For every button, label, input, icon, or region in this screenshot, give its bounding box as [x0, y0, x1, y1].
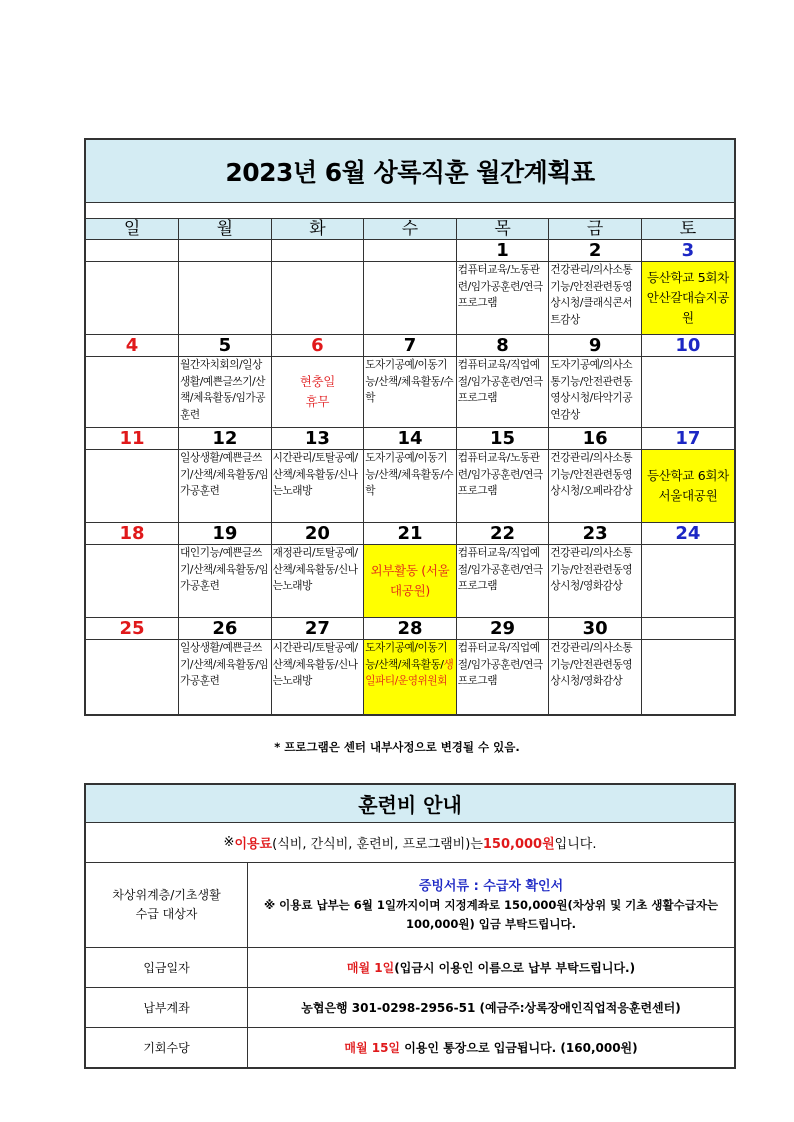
deposit-date-value: 매월 1일: [346, 961, 395, 975]
date-cell: [179, 240, 272, 262]
program-cell: [271, 262, 364, 335]
fee-row-deposit-date: [86, 948, 734, 988]
date-cell: 12: [179, 428, 272, 450]
program-cell: 시간관리/토탈공예/산책/체육활동/신나는노래방: [271, 640, 364, 715]
week-5-dates: [86, 618, 734, 640]
fee-row-content: [248, 1028, 735, 1068]
weekday-tue: 화: [271, 219, 364, 240]
date-cell: [364, 240, 457, 262]
program-cell: 시간관리/토탈공예/산책/체육활동/신나는노래방: [271, 450, 364, 523]
program-cell: 컴퓨터교육/직업예절/임가공훈련/연극프로그램: [456, 545, 549, 618]
week-4-dates: [86, 523, 734, 545]
holiday-text: 현충일 휴무: [299, 374, 336, 409]
holiday-cell: [271, 357, 364, 428]
program-cell: 컴퓨터교육/노동관련/임가공훈련/연극프로그램: [456, 450, 549, 523]
fee-row-account: [86, 988, 734, 1028]
schedule-change-note: * 프로그램은 센터 내부사정으로 변경될 수 있음.: [274, 740, 520, 754]
monthly-calendar: [84, 138, 736, 716]
date-cell: 10: [641, 335, 734, 357]
account-info: 농협은행 301-0298-2956-51 (예금주:상록장애인직업적응훈련센터): [248, 988, 735, 1028]
birthday-committee-text: 생일파티/운영위원회: [365, 658, 454, 687]
week-4-programs: [86, 545, 734, 618]
required-docs: 증빙서류 : 수급자 확인서: [418, 878, 564, 894]
program-cell: [86, 357, 179, 428]
program-cell: 건강관리/의사소통기능/안전관련동영상시청/영화감상: [549, 640, 642, 715]
allowance-note: 이용인 통장으로 입금됩니다. (160,000원): [400, 1041, 638, 1055]
week-3-programs: [86, 450, 734, 523]
fee-table: [86, 863, 734, 1067]
fee-row-label: 입금일자: [86, 948, 248, 988]
weekday-sat: 토: [641, 219, 734, 240]
program-cell: [179, 262, 272, 335]
week-1-programs: [86, 262, 734, 335]
date-cell: 21: [364, 523, 457, 545]
fee-row-label: 납부계좌: [86, 988, 248, 1028]
program-cell-highlight: [364, 640, 457, 715]
fee-row-low-income: [86, 863, 734, 948]
date-cell: 2: [549, 240, 642, 262]
fee-guide: [84, 783, 736, 1069]
program-cell: 건강관리/의사소통기능/안전관련동영상시청/클래식콘서트감상: [549, 262, 642, 335]
fee-row-label: [86, 863, 248, 948]
program-cell: 건강관리/의사소통기능/안전관련동영상시청/오페라감상: [549, 450, 642, 523]
weekday-mon: 월: [179, 219, 272, 240]
date-cell: 15: [456, 428, 549, 450]
program-cell: 월간자치회의/일상생활/예쁜글쓰기/산책/체육활동/임가공훈련: [179, 357, 272, 428]
program-cell: [641, 640, 734, 715]
hiking-event-text: 등산학교 5회차 안산갈대습지공원: [646, 270, 730, 325]
date-cell: 9: [549, 335, 642, 357]
date-cell: 14: [364, 428, 457, 450]
fee-row-content: [248, 948, 735, 988]
date-cell: 18: [86, 523, 179, 545]
usage-fee-label: 이용료: [234, 837, 273, 852]
calendar-title: 2023년 6월 상록직훈 월간계획표: [86, 140, 734, 203]
fee-row-label: 기회수당: [86, 1028, 248, 1068]
week-1-dates: [86, 240, 734, 262]
date-cell: 4: [86, 335, 179, 357]
date-cell: 13: [271, 428, 364, 450]
weekday-thu: 목: [456, 219, 549, 240]
program-cell: 컴퓨터교육/직업예절/임가공훈련/연극프로그램: [456, 640, 549, 715]
program-cell: 대인기능/예쁜글쓰기/산책/체육활동/임가공훈련: [179, 545, 272, 618]
date-cell: 26: [179, 618, 272, 640]
date-cell: 22: [456, 523, 549, 545]
deposit-date-note: (입금시 이용인 이름으로 납부 부탁드립니다.): [394, 961, 636, 975]
calendar-grid: [86, 219, 734, 714]
program-cell: [86, 640, 179, 715]
fee-row-content: [248, 863, 735, 948]
allowance-date: 매월 15일: [344, 1041, 401, 1055]
program-cell: 컴퓨터교육/직업예절/임가공훈련/연극프로그램: [456, 357, 549, 428]
week-2-dates: [86, 335, 734, 357]
date-cell: 23: [549, 523, 642, 545]
hiking-event-cell: [641, 262, 734, 335]
program-cell: 일상생활/예쁜글쓰기/산책/체육활동/임가공훈련: [179, 450, 272, 523]
date-cell: [86, 240, 179, 262]
program-cell: [641, 357, 734, 428]
date-cell: 19: [179, 523, 272, 545]
program-cell: [641, 545, 734, 618]
usage-fee-suffix: 입니다.: [554, 837, 597, 852]
date-cell: 5: [179, 335, 272, 357]
program-cell: 도자기공예/이동기능/산책/체육활동/수학: [364, 450, 457, 523]
week-5-programs: [86, 640, 734, 715]
date-cell: 8: [456, 335, 549, 357]
fee-title: 훈련비 안내: [86, 785, 734, 823]
program-cell: 컴퓨터교육/노동관련/임가공훈련/연극프로그램: [456, 262, 549, 335]
hiking-event-text: 등산학교 6회차 서울대공원: [646, 468, 729, 503]
program-cell: [86, 450, 179, 523]
weekday-fri: 금: [549, 219, 642, 240]
program-cell: 도자기공예/의사소통기능/안전관련동영상시청/타악기공연감상: [549, 357, 642, 428]
date-cell: 20: [271, 523, 364, 545]
program-cell: [364, 262, 457, 335]
program-cell: [86, 262, 179, 335]
date-cell: 11: [86, 428, 179, 450]
date-cell: 3: [641, 240, 734, 262]
week-2-programs: [86, 357, 734, 428]
usage-fee-line: [86, 823, 734, 863]
date-cell: [641, 618, 734, 640]
usage-fee-amount: 150,000원: [482, 837, 555, 852]
date-cell: 25: [86, 618, 179, 640]
program-text: 도자기공예/이동기능/산책/체육활동/: [365, 642, 448, 671]
usage-prefix: ※: [223, 835, 235, 850]
fee-row-allowance: [86, 1028, 734, 1068]
hiking-event-cell: [641, 450, 734, 523]
week-3-dates: [86, 428, 734, 450]
fee-label-line: 수급 대상자: [135, 907, 198, 921]
date-cell: 29: [456, 618, 549, 640]
date-cell: 6: [271, 335, 364, 357]
weekday-sun: 일: [86, 219, 179, 240]
program-cell: 일상생활/예쁜글쓰기/산책/체육활동/임가공훈련: [179, 640, 272, 715]
weekday-header-row: [86, 219, 734, 240]
date-cell: 16: [549, 428, 642, 450]
date-cell: 30: [549, 618, 642, 640]
date-cell: 7: [364, 335, 457, 357]
date-cell: 28: [364, 618, 457, 640]
outing-text: 외부활동 (서울대공원): [370, 563, 450, 598]
program-cell: 재정관리/토탈공예/산책/체육활동/신나는노래방: [271, 545, 364, 618]
date-cell: 1: [456, 240, 549, 262]
title-spacer: [86, 203, 734, 219]
date-cell: 24: [641, 523, 734, 545]
date-cell: 27: [271, 618, 364, 640]
date-cell: 17: [641, 428, 734, 450]
payment-instruction: ※ 이용료 납부는 6월 1일까지이며 지정계좌로 150,000원(차상위 및 기초 생활수급자는 100,000원) 입금 부탁드립니다.: [263, 897, 719, 931]
weekday-wed: 수: [364, 219, 457, 240]
usage-fee-desc: (식비, 간식비, 훈련비, 프로그램비)는: [272, 837, 483, 852]
date-cell: [271, 240, 364, 262]
fee-label-line: 차상위계층/기초생활: [112, 888, 221, 902]
program-cell: [86, 545, 179, 618]
outing-cell: [364, 545, 457, 618]
program-cell: 건강관리/의사소통기능/안전관련동영상시청/영화감상: [549, 545, 642, 618]
program-cell: 도자기공예/이동기능/산책/체육활동/수학: [364, 357, 457, 428]
